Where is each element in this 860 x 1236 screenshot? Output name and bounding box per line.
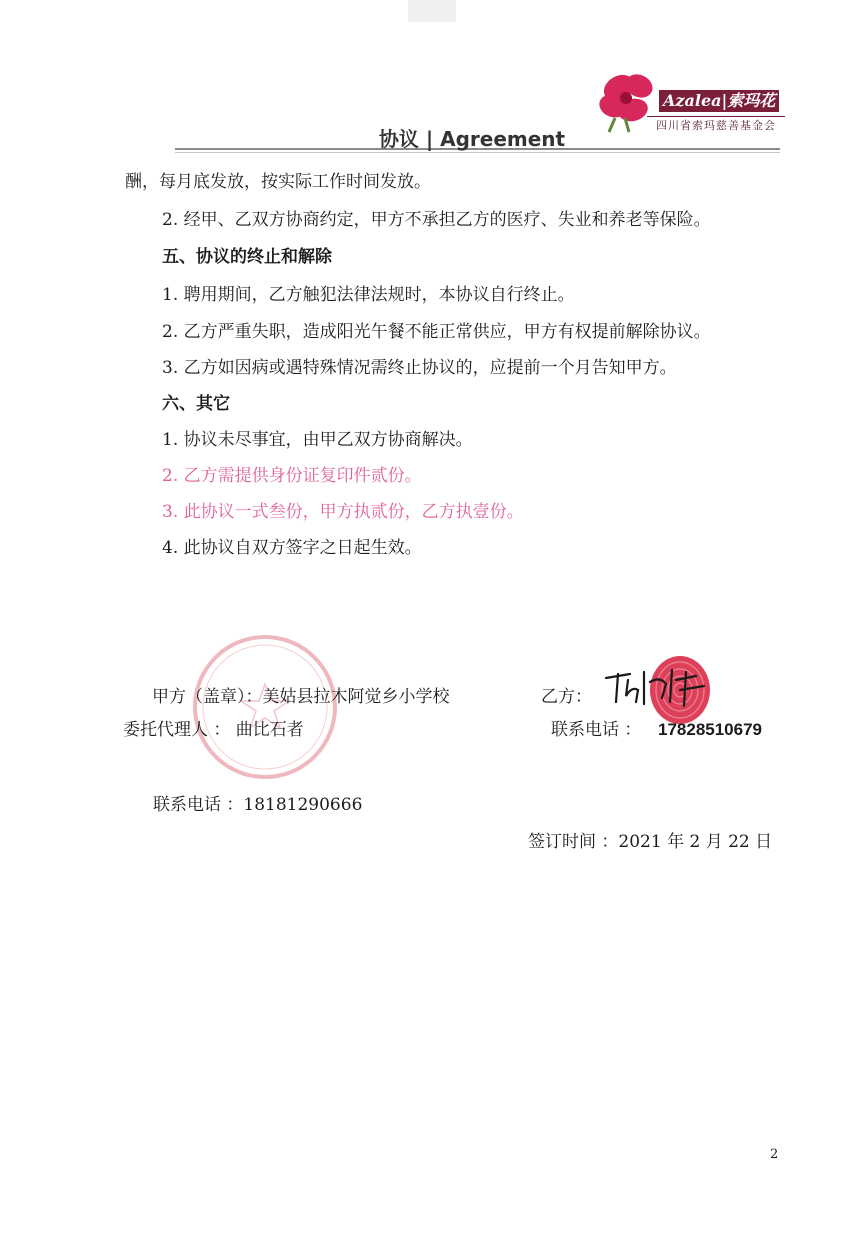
clause-line: 4. 此协议自双方签字之日起生效。 [162, 538, 422, 558]
scan-artifact [408, 0, 456, 22]
section-heading: 五、协议的终止和解除 [162, 247, 332, 267]
party-b-phone: 17828510679 [658, 720, 763, 739]
party-a-label: 甲方（盖章）：美姑县拉木阿觉乡小学校 [152, 687, 450, 707]
logo-name: Azalea|索玛花 [659, 90, 779, 112]
party-b-label: 乙方： [541, 687, 592, 707]
clause-line: 1. 协议未尽事宜，由甲乙双方协商解决。 [162, 430, 473, 450]
signing-date: 签订时间 ：2021 年 2 月 22 日 [528, 832, 773, 852]
clause-line: 酬，每月底发放，按实际工作时间发放。 [125, 172, 431, 192]
foundation-logo [595, 66, 795, 136]
clause-line: 3. 乙方如因病或遇特殊情况需终止协议的，应提前一个月告知甲方。 [162, 358, 677, 378]
logo-subtitle: 四川省索玛慈善基金会 [647, 116, 785, 133]
clause-line-highlighted: 2. 乙方需提供身份证复印件贰份。 [162, 466, 422, 486]
clause-line: 1. 聘用期间，乙方触犯法律法规时，本协议自行终止。 [162, 285, 575, 305]
handwritten-signature [600, 662, 720, 712]
section-heading: 六、其它 [162, 394, 230, 414]
page-number: 2 [770, 1147, 779, 1162]
party-a-phone: 联系电话 ：18181290666 [153, 795, 363, 815]
party-b-phone-label: 联系电话 ： [551, 720, 642, 740]
clause-line-highlighted: 3. 此协议一式叁份，甲方执贰份，乙方执壹份。 [162, 502, 524, 522]
clause-line: 2. 乙方严重失职，造成阳光午餐不能正常供应，甲方有权提前解除协议。 [162, 322, 711, 342]
agent-label: 委托代理人 ： 曲比石者 [123, 720, 304, 740]
header-title: 协议 | Agreement [378, 127, 566, 151]
clause-line: 2. 经甲、乙双方协商约定，甲方不承担乙方的医疗、失业和养老等保险。 [162, 210, 711, 230]
